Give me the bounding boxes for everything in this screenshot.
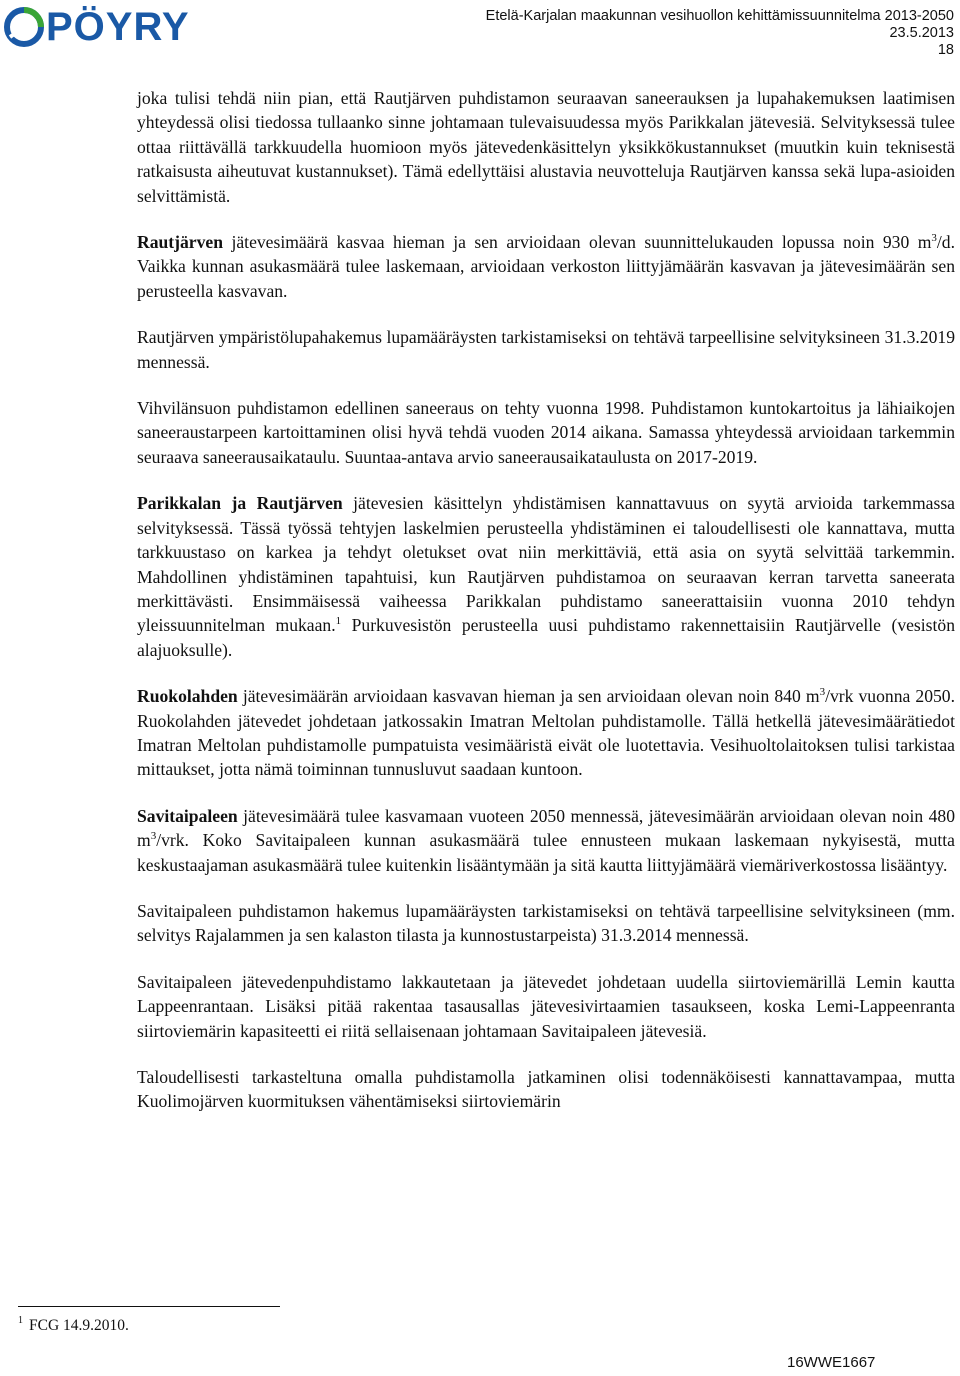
poyry-logo: [4, 4, 190, 50]
superscript: 3: [150, 830, 157, 843]
bold-term: Savitaipaleen: [137, 805, 238, 826]
paragraph: [137, 230, 955, 303]
paragraph: [137, 899, 955, 948]
document-title: Etelä-Karjalan maakunnan vesihuollon kehittämissuunnitelma 2013-2050: [485, 8, 954, 24]
text-run: Savitaipaleen puhdistamon hakemus lupamääräysten tarkistamiseksi on tehtävä tarpeellisine selvityksineen (mm. selvitys Rajalammen ja sen kalaston tilasta ja kunnostustarpeista) 31.3.2014 mennessä.: [137, 900, 955, 946]
bold-term: Parikkalan ja Rautjärven: [137, 493, 343, 514]
superscript: 3: [819, 686, 826, 699]
document-date: 23.5.2013: [889, 25, 954, 41]
superscript: 3: [931, 232, 937, 245]
paragraph: [137, 396, 955, 469]
page-header: [486, 8, 954, 59]
body-text: [137, 86, 955, 1136]
paragraph: [137, 970, 955, 1043]
paragraph: [137, 325, 955, 374]
text-run: /vrk. Koko Savitaipaleen kunnan asukasmäärä tulee ennusteen mukaan laskemaan nykyisestä, mutta keskustaajaman asukasmäärä tulee kuitenkin lisääntymään ja sitä kautta liittyjämäärä viemäriverkostossa lisääntyy.: [137, 830, 955, 875]
text-run: joka tulisi tehdä niin pian, että Rautjärven puhdistamon seuraavan saneerauksen ja lupahakemuksen laatimisen yhteydessä olisi tiedossa tullaanko sinne johtamaan tulevaisuudessa myös Parikkalan jätevesiä. Selvityksessä tulee ottaa riittävällä tarkkuudella huomioon myös jätevedenkäsittelyn yksikkökustannukset (muutkin kuin teknisestä ratkaisusta aiheutuvat kustannukset). Tämä edellyttäisi alustavia neuvotteluja Rautjärven kanssa sekä lupa-asioiden selvittämistä.: [137, 88, 955, 206]
text-run: jätevesien käsittelyn yhdistämisen kannattavuus on syytä arvioida tarkemmassa selvityksessä. Tässä työssä tehtyjen laskelmien perusteella yhdistäminen ei taloudellisesti ole kannattava, mutta tarkkuustaso on karkea ja tehdyt oletukset ovat niin merkittäviä, että asia on syytä selvittää tarkemmin. Mahdollinen yhdistäminen tapahtuisi, kun Rautjärven puhdistamoa on seuraavan kerran tarvetta saneerata merkittävästi. Ensimmäisessä vaiheessa Parikkalan puhdistamo saneerattaisiin vuonna 2010 tehdyn yleissuunnitelman mukaan.: [137, 493, 955, 636]
document-code: 16WWE1667: [787, 1354, 876, 1371]
page-number: 18: [937, 42, 954, 58]
text-run: Vihvilänsuon puhdistamon edellinen saneeraus on tehty vuonna 1998. Puhdistamon kuntokartoitus ja lähiaikojen saneeraustarpeen kartoittaminen olisi hyvä tehdä vuoden 2014 aikana. Samassa yhteydessä arvioidaan tarkemmin seuraava saneerausaikataulu. Suuntaa-antava arvio saneerausaikataulusta on 2017-2019.: [137, 398, 955, 467]
text-run: /d. Vaikka kunnan asukasmäärä tulee laskemaan, arvioidaan verkoston liittyjämäärän kasvavan ja jätevesimäärän sen perusteella kasvavan.: [137, 232, 955, 301]
text-run: jätevesimäärä tulee kasvamaan vuoteen 2050 mennessä, jätevesimäärän arvioidaan olevan noin 480 m: [137, 805, 955, 851]
bold-term: Ruokolahden: [137, 686, 238, 707]
bold-term: Rautjärven: [137, 232, 224, 253]
text-run: jätevesimäärän arvioidaan kasvavan hieman ja sen arvioidaan olevan noin 840 m: [237, 686, 820, 707]
footnote-number: 1: [18, 1315, 23, 1326]
text-run: jätevesimäärä kasvaa hieman ja sen arvioidaan olevan suunnittelukauden lopussa noin 930 m: [223, 232, 932, 253]
footnote-divider: [18, 1306, 280, 1307]
poyry-logo-icon: [4, 7, 44, 47]
text-run: Rautjärven ympäristölupahakemus lupamääräysten tarkistamiseksi on tehtävä tarpeellisine selvityksineen 31.3.2019 mennessä.: [137, 327, 955, 372]
text-run: Savitaipaleen jätevedenpuhdistamo lakkautetaan ja jätevedet johdetaan uudella siirtoviemärillä Lemin kautta Lappeenrantaan. Lisäksi pitää rakentaa tasausallas jätevesivirtaamien tasaukseen, koska Lemi-Lappeenranta siirtoviemärin kapasiteetti ei riitä sellaisenaan johtamaan Savitaipaleen jätevesiä.: [137, 971, 955, 1041]
footnote: [18, 1316, 129, 1336]
paragraph: [137, 684, 955, 782]
text-run: /vrk vuonna 2050. Ruokolahden jätevedet johdetaan jatkossakin Imatran Meltolan puhdistamolle. Tällä hetkellä jätevesimäärätiedot Imatran Meltolan puhdistamolle pumpatuista vesimääristä eivät ole luotettavia. Vesihuoltolaitoksen tulisi tarkistaa mittaukset, jotta nämä toiminnan tunnusluvut saadaan kuntoon.: [137, 686, 955, 780]
paragraph: [137, 491, 955, 662]
paragraph: [137, 86, 955, 208]
paragraph: [137, 1065, 955, 1114]
superscript: 1: [335, 615, 342, 628]
text-run: Taloudellisesti tarkasteltuna omalla puhdistamolla jatkaminen olisi todennäköisesti kannattavampaa, mutta Kuolimojärven kuormituksen vähentämiseksi siirtoviemärin: [137, 1067, 955, 1112]
text-run: Purkuvesistön perusteella uusi puhdistamo rakennettaisiin Rautjärvelle (vesistön alajuoksulle).: [137, 615, 955, 660]
footnote-text: FCG 14.9.2010.: [29, 1317, 129, 1334]
paragraph: [137, 804, 955, 877]
logo-text: PÖYRY: [46, 5, 190, 49]
